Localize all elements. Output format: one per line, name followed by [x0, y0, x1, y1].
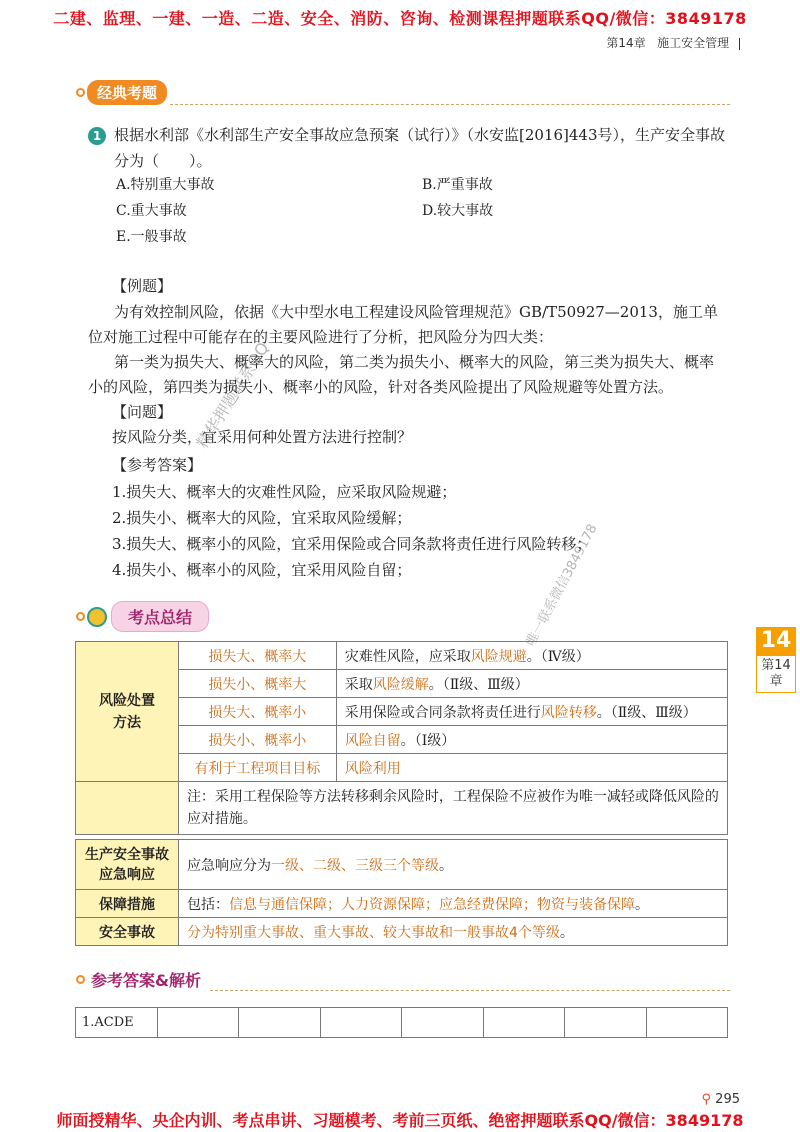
- watermark-diagonal: 精华押题联系QQ: [192, 338, 273, 452]
- risk-head-cell: [76, 642, 179, 782]
- accident-end: 。: [559, 924, 574, 941]
- risk-condition: 损失大、概率大: [178, 642, 336, 670]
- accident-content: [178, 918, 727, 946]
- medal-icon: [87, 607, 107, 627]
- example-label: 【例题】: [112, 277, 173, 295]
- note-head-cell: [76, 782, 179, 835]
- example-paragraph-2: 第一类为损失大、概率大的风险，第二类为损失小、概率大的风险，第三类为损失大、概率小的风险，第四类为损失小、概率小的风险，针对各类风险提出了风险规避等处置方法。: [88, 353, 715, 396]
- emergency-head: [76, 840, 179, 890]
- risk-head-label: 风险处置方法: [98, 692, 155, 731]
- risk-method-highlight: 风险自留: [344, 732, 401, 749]
- answer-cell: [402, 1008, 483, 1038]
- table-row: [76, 642, 728, 670]
- chapter-number: 第14章: [606, 36, 646, 50]
- emergency-summary-table: [75, 839, 728, 946]
- page-number-value: 295: [715, 1092, 740, 1107]
- side-tab-number: 14: [760, 628, 792, 653]
- option-e: E.一般事故: [116, 229, 187, 245]
- answer-table: [75, 1007, 728, 1038]
- chapter-header: [606, 34, 740, 51]
- dot-icon: [76, 612, 85, 621]
- answer-cell: [320, 1008, 401, 1038]
- risk-method-text: 采取: [344, 676, 373, 693]
- section-classic-title: 经典考题: [87, 80, 167, 105]
- answer-line-2: 2.损失小、概率大的风险，宜采取风险缓解；: [112, 509, 412, 527]
- risk-method: [336, 726, 727, 754]
- bottom-banner: 师面授精华、央企内训、考点串讲、习题模考、考前三页纸、绝密押题联系QQ/微信：3849178: [56, 1111, 744, 1130]
- answer-line-1: 1.损失大、概率大的灾难性风险，应采取风险规避；: [112, 483, 457, 501]
- risk-note: 注：采用工程保险等方法转移剩余风险时，工程保险不应被作为唯一减轻或降低风险的应对措施。: [178, 782, 727, 835]
- emergency-head-label: 生产安全事故应急响应: [84, 846, 169, 883]
- section-summary-heading: [76, 601, 209, 632]
- guarantee-text: 包括：: [186, 896, 229, 913]
- risk-condition: 损失小、概率大: [178, 670, 336, 698]
- section-answers-title: 参考答案&解析: [91, 971, 201, 990]
- risk-condition: 损失大、概率小: [178, 698, 336, 726]
- risk-method-text: 采用保险或合同条款将责任进行: [344, 704, 541, 721]
- risk-condition: 有利于工程项目目标: [178, 754, 336, 782]
- section-summary-title: 考点总结: [111, 601, 209, 632]
- page-number: [702, 1092, 741, 1107]
- table-row: [76, 918, 728, 946]
- risk-method: [336, 670, 727, 698]
- risk-method: [336, 642, 727, 670]
- emergency-content: [178, 840, 727, 890]
- answer-cell: [483, 1008, 564, 1038]
- accident-head: 安全事故: [76, 918, 179, 946]
- option-a: A.特别重大事故: [116, 177, 215, 193]
- guarantee-content: [178, 890, 727, 918]
- header-divider: [739, 38, 740, 50]
- answer-cell: [646, 1008, 727, 1038]
- emergency-text: 应急响应分为: [186, 857, 271, 874]
- option-b: B.严重事故: [422, 177, 493, 193]
- side-tab-label: 第14章: [756, 655, 796, 693]
- example-paragraph-1: 为有效控制风险，依据《大中型水电工程建设风险管理规范》GB/T50927—2013，施工单位对施工过程中可能存在的主要风险进行了分析，把风险分为四大类：: [88, 303, 718, 346]
- answer-cell: [158, 1008, 239, 1038]
- chapter-side-tab: [756, 627, 796, 693]
- section-divider: [210, 990, 730, 991]
- table-row: [76, 782, 728, 835]
- answer-label: 【参考答案】: [112, 456, 203, 474]
- risk-summary-table: [75, 641, 728, 835]
- chapter-title: 施工安全管理: [657, 36, 730, 50]
- risk-method-highlight: 风险规避: [470, 648, 527, 665]
- risk-method: [336, 698, 727, 726]
- dot-icon: [76, 88, 85, 97]
- question-text: 根据水利部《水利部生产安全事故应急预案（试行）》（水安监[2016]443号），生产安全事故分为（ ）。: [114, 126, 726, 170]
- risk-method-level: 。（Ⅰ级）: [400, 732, 456, 749]
- section-divider: [170, 104, 730, 105]
- location-icon: ⚲: [701, 1092, 712, 1107]
- answer-cell: [565, 1008, 646, 1038]
- risk-method-level: 。（Ⅱ级、Ⅲ级）: [596, 704, 697, 721]
- risk-method-text: 灾难性风险，应采取: [344, 648, 471, 665]
- option-c: C.重大事故: [116, 203, 187, 219]
- top-banner: 二建、监理、一建、一造、二造、安全、消防、咨询、检测课程押题联系QQ/微信：3849178: [53, 9, 747, 28]
- answer-line-4: 4.损失小、概率小的风险，宜采用风险自留；: [112, 561, 412, 579]
- risk-method-highlight: 风险转移: [540, 704, 597, 721]
- guarantee-end: 。: [634, 896, 649, 913]
- dot-icon: [76, 975, 85, 984]
- answer-cell: [239, 1008, 320, 1038]
- risk-method: [336, 754, 727, 782]
- watermark-contact: 唯一联系微信3849178: [523, 521, 601, 649]
- table-row: [76, 890, 728, 918]
- answer-cell: 1.ACDE: [76, 1008, 158, 1038]
- accident-highlight: 分为特别重大事故、重大事故、较大事故和一般事故4个等级: [186, 924, 560, 941]
- example-question: 按风险分类，宜采用何种处置方法进行控制？: [112, 428, 413, 446]
- risk-method-level: 。（Ⅱ级、Ⅲ级）: [428, 676, 529, 693]
- question-number-badge: 1: [88, 127, 106, 145]
- guarantee-highlight: 信息与通信保障；人力资源保障；应急经费保障；物资与装备保障: [228, 896, 635, 913]
- table-row: [76, 1008, 728, 1038]
- question-label: 【问题】: [112, 403, 173, 421]
- section-classic-heading: [76, 80, 167, 105]
- risk-method-highlight: 风险缓解: [372, 676, 429, 693]
- emergency-end: 。: [438, 857, 453, 874]
- option-d: D.较大事故: [422, 203, 494, 219]
- section-answers-heading: [76, 968, 201, 991]
- risk-method-level: 。（Ⅳ级）: [526, 648, 590, 665]
- risk-condition: 损失小、概率小: [178, 726, 336, 754]
- risk-method-highlight: 风险利用: [344, 760, 401, 777]
- guarantee-head: 保障措施: [76, 890, 179, 918]
- table-row: [76, 840, 728, 890]
- answer-line-3: 3.损失大、概率小的风险，宜采用保险或合同条款将责任进行风险转移；: [112, 535, 592, 553]
- emergency-highlight: 一级、二级、三级三个等级: [270, 857, 439, 874]
